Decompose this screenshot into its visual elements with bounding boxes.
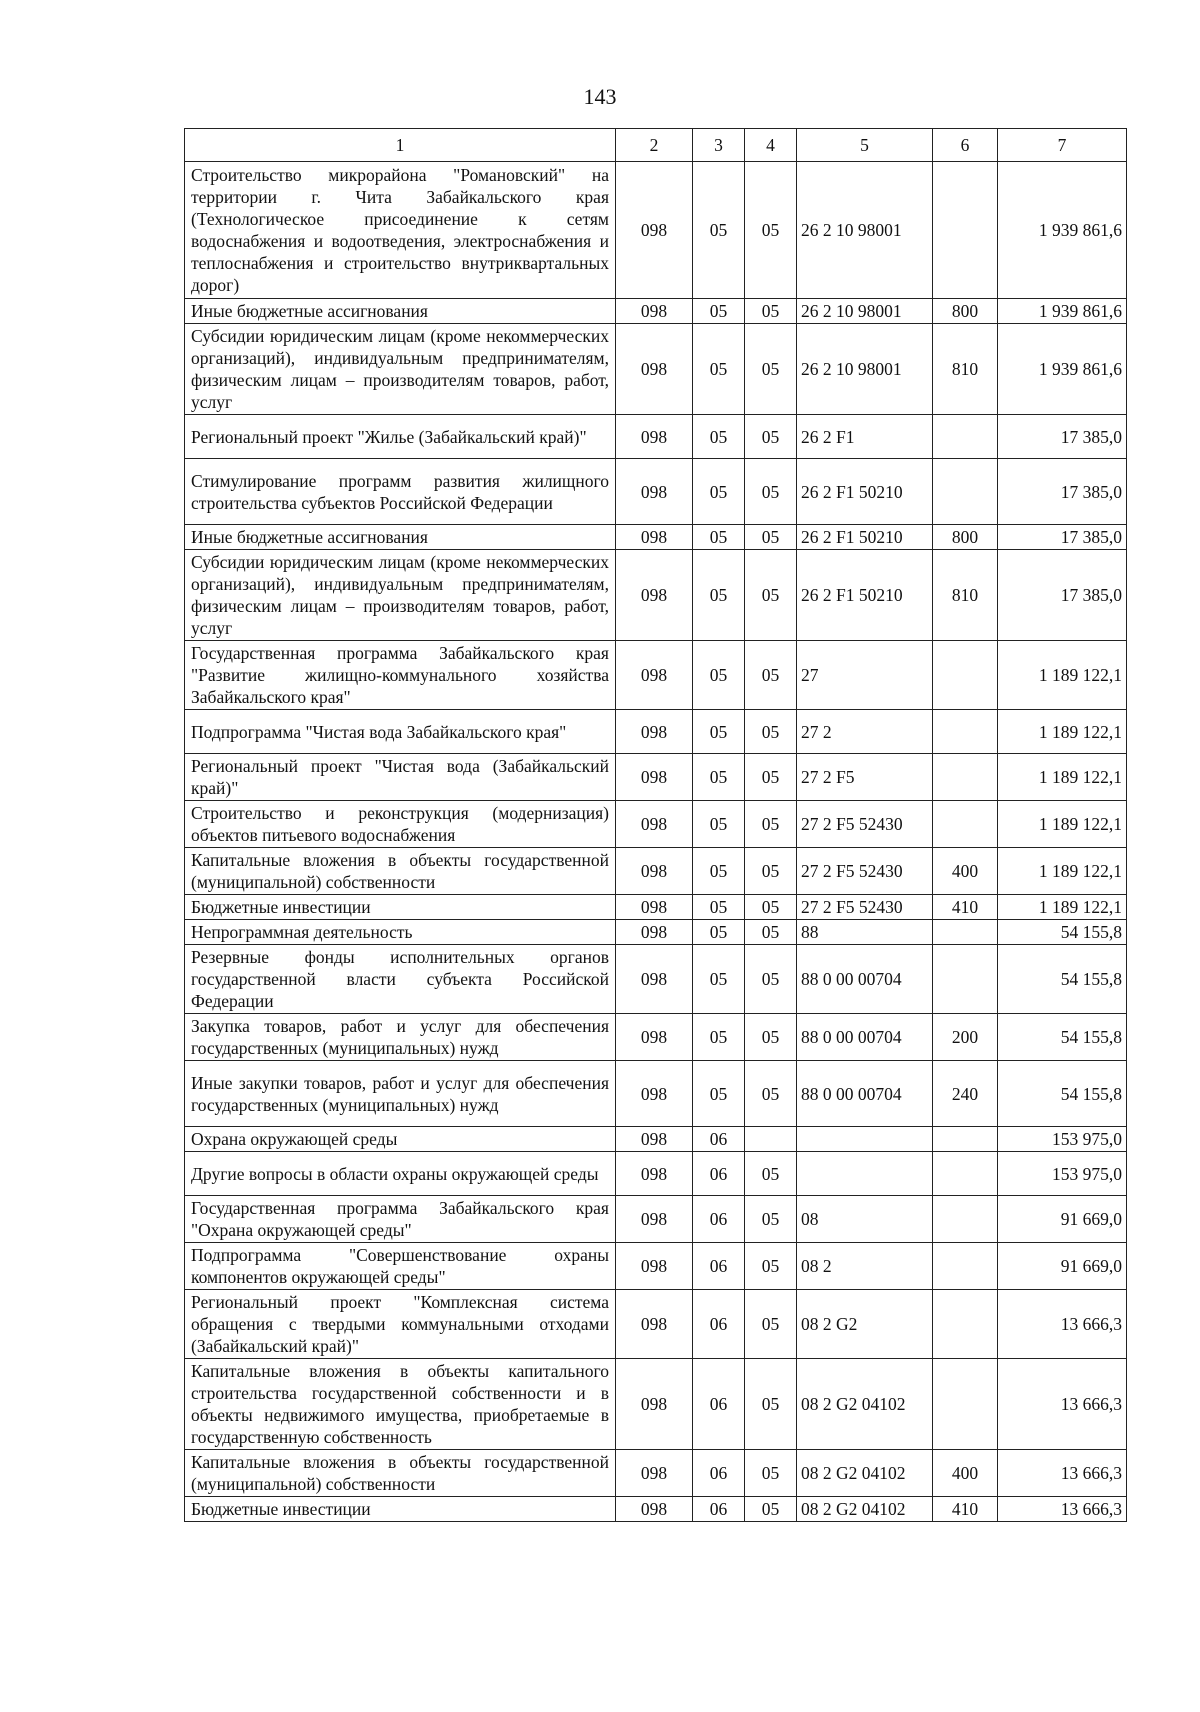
table-row: [185, 945, 1127, 1014]
row-subsection-cell: 05: [745, 415, 797, 459]
row-amount-cell: 1 189 122,1: [998, 801, 1127, 848]
row-name-cell: Региональный проект "Комплексная система обращения с твердыми коммунальными отходами (Забайкальский край)": [185, 1290, 616, 1359]
row-chapter-cell: 098: [616, 1290, 693, 1359]
row-chapter-cell: 098: [616, 895, 693, 920]
row-amount-cell: 17 385,0: [998, 459, 1127, 525]
table-row: [185, 299, 1127, 324]
row-subsection-cell: [745, 1127, 797, 1152]
row-expense-type-cell: [933, 1127, 998, 1152]
row-amount-cell: 91 669,0: [998, 1196, 1127, 1243]
budget-table: [184, 128, 1127, 1522]
row-subsection-cell: 05: [745, 1359, 797, 1450]
table-row: [185, 801, 1127, 848]
row-name-cell: Стимулирование программ развития жилищного строительства субъектов Российской Федерации: [185, 459, 616, 525]
row-amount-cell: 1 939 861,6: [998, 162, 1127, 299]
row-chapter-cell: 098: [616, 525, 693, 550]
row-chapter-cell: 098: [616, 641, 693, 710]
row-section-cell: 05: [693, 299, 745, 324]
row-section-cell: 06: [693, 1196, 745, 1243]
row-subsection-cell: 05: [745, 1497, 797, 1522]
row-expense-type-cell: [933, 754, 998, 801]
row-section-cell: 05: [693, 1014, 745, 1061]
row-expense-type-cell: 410: [933, 895, 998, 920]
row-amount-cell: 54 155,8: [998, 920, 1127, 945]
table-row: [185, 1243, 1127, 1290]
row-section-cell: 05: [693, 162, 745, 299]
row-amount-cell: 1 189 122,1: [998, 754, 1127, 801]
table-row: [185, 1497, 1127, 1522]
row-name-cell: Региональный проект "Чистая вода (Забайкальский край)": [185, 754, 616, 801]
row-subsection-cell: 05: [745, 1014, 797, 1061]
row-name-cell: Иные бюджетные ассигнования: [185, 525, 616, 550]
row-chapter-cell: 098: [616, 1152, 693, 1196]
table-row: [185, 1014, 1127, 1061]
page-number: 143: [583, 84, 617, 109]
row-chapter-cell: 098: [616, 415, 693, 459]
row-expense-type-cell: [933, 162, 998, 299]
row-expense-type-cell: [933, 945, 998, 1014]
table-row: [185, 1061, 1127, 1127]
row-amount-cell: 13 666,3: [998, 1359, 1127, 1450]
header-cell-2: 2: [616, 129, 693, 162]
row-name-cell: Государственная программа Забайкальского края "Охрана окружающей среды": [185, 1196, 616, 1243]
row-name-cell: Капитальные вложения в объекты капитального строительства государственной собственности и в объекты недвижимого имущества, приобретаемые в государственную собственность: [185, 1359, 616, 1450]
row-target-code-cell: 26 2 10 98001: [797, 324, 933, 415]
row-section-cell: 05: [693, 801, 745, 848]
row-section-cell: 05: [693, 1061, 745, 1127]
row-section-cell: 06: [693, 1152, 745, 1196]
row-name-cell: Бюджетные инвестиции: [185, 895, 616, 920]
row-amount-cell: 1 189 122,1: [998, 848, 1127, 895]
row-subsection-cell: 05: [745, 299, 797, 324]
row-name-cell: Капитальные вложения в объекты государственной (муниципальной) собственности: [185, 848, 616, 895]
row-target-code-cell: 26 2 F1 50210: [797, 459, 933, 525]
row-name-cell: Резервные фонды исполнительных органов государственной власти субъекта Российской Федерации: [185, 945, 616, 1014]
row-name-cell: Непрограммная деятельность: [185, 920, 616, 945]
row-expense-type-cell: 810: [933, 324, 998, 415]
row-target-code-cell: 08 2 G2 04102: [797, 1450, 933, 1497]
table-row: [185, 1196, 1127, 1243]
row-target-code-cell: [797, 1127, 933, 1152]
row-name-cell: Бюджетные инвестиции: [185, 1497, 616, 1522]
row-name-cell: Охрана окружающей среды: [185, 1127, 616, 1152]
row-section-cell: 05: [693, 641, 745, 710]
table-row: [185, 895, 1127, 920]
table-row: [185, 1290, 1127, 1359]
row-target-code-cell: 88 0 00 00704: [797, 1014, 933, 1061]
row-chapter-cell: 098: [616, 162, 693, 299]
row-target-code-cell: 08 2 G2 04102: [797, 1497, 933, 1522]
table-row: [185, 324, 1127, 415]
table-row: [185, 754, 1127, 801]
row-amount-cell: 17 385,0: [998, 550, 1127, 641]
row-chapter-cell: 098: [616, 299, 693, 324]
row-target-code-cell: 27: [797, 641, 933, 710]
row-amount-cell: 13 666,3: [998, 1290, 1127, 1359]
row-name-cell: Субсидии юридическим лицам (кроме некоммерческих организаций), индивидуальным предпринимателям, физическим лицам – производителям товаров, работ, услуг: [185, 550, 616, 641]
row-section-cell: 05: [693, 710, 745, 754]
row-section-cell: 06: [693, 1497, 745, 1522]
header-row: [185, 129, 1127, 162]
row-amount-cell: 1 939 861,6: [998, 299, 1127, 324]
row-subsection-cell: 05: [745, 754, 797, 801]
table-row: [185, 459, 1127, 525]
row-amount-cell: 13 666,3: [998, 1450, 1127, 1497]
header-cell-6: 6: [933, 129, 998, 162]
row-expense-type-cell: 400: [933, 848, 998, 895]
row-chapter-cell: 098: [616, 1061, 693, 1127]
table-row: [185, 848, 1127, 895]
row-chapter-cell: 098: [616, 801, 693, 848]
table-row: [185, 415, 1127, 459]
row-expense-type-cell: 240: [933, 1061, 998, 1127]
table-row: [185, 1152, 1127, 1196]
row-chapter-cell: 098: [616, 1450, 693, 1497]
row-section-cell: 05: [693, 754, 745, 801]
row-name-cell: Строительство и реконструкция (модернизация) объектов питьевого водоснабжения: [185, 801, 616, 848]
row-expense-type-cell: 800: [933, 525, 998, 550]
row-expense-type-cell: [933, 1196, 998, 1243]
row-section-cell: 06: [693, 1127, 745, 1152]
row-target-code-cell: 88 0 00 00704: [797, 1061, 933, 1127]
table-row: [185, 1450, 1127, 1497]
row-expense-type-cell: [933, 920, 998, 945]
row-amount-cell: 54 155,8: [998, 945, 1127, 1014]
row-section-cell: 05: [693, 945, 745, 1014]
row-target-code-cell: 27 2 F5: [797, 754, 933, 801]
row-expense-type-cell: 800: [933, 299, 998, 324]
row-target-code-cell: 26 2 10 98001: [797, 162, 933, 299]
row-chapter-cell: 098: [616, 1014, 693, 1061]
header-cell-1: 1: [185, 129, 616, 162]
row-subsection-cell: 05: [745, 324, 797, 415]
row-target-code-cell: 26 2 F1 50210: [797, 525, 933, 550]
row-amount-cell: 1 189 122,1: [998, 641, 1127, 710]
row-subsection-cell: 05: [745, 459, 797, 525]
row-section-cell: 05: [693, 459, 745, 525]
row-chapter-cell: 098: [616, 459, 693, 525]
row-target-code-cell: 27 2 F5 52430: [797, 895, 933, 920]
row-subsection-cell: 05: [745, 1290, 797, 1359]
row-section-cell: 05: [693, 525, 745, 550]
row-subsection-cell: 05: [745, 710, 797, 754]
row-name-cell: Иные бюджетные ассигнования: [185, 299, 616, 324]
row-amount-cell: 1 189 122,1: [998, 895, 1127, 920]
row-target-code-cell: 27 2 F5 52430: [797, 801, 933, 848]
row-subsection-cell: 05: [745, 1450, 797, 1497]
row-amount-cell: 54 155,8: [998, 1061, 1127, 1127]
row-subsection-cell: 05: [745, 1196, 797, 1243]
row-chapter-cell: 098: [616, 1497, 693, 1522]
row-target-code-cell: [797, 1152, 933, 1196]
row-chapter-cell: 098: [616, 550, 693, 641]
row-section-cell: 06: [693, 1290, 745, 1359]
row-target-code-cell: 26 2 10 98001: [797, 299, 933, 324]
row-expense-type-cell: 200: [933, 1014, 998, 1061]
row-subsection-cell: 05: [745, 945, 797, 1014]
row-target-code-cell: 26 2 F1 50210: [797, 550, 933, 641]
row-section-cell: 05: [693, 848, 745, 895]
row-chapter-cell: 098: [616, 1243, 693, 1290]
row-chapter-cell: 098: [616, 710, 693, 754]
row-target-code-cell: 08 2: [797, 1243, 933, 1290]
row-section-cell: 06: [693, 1359, 745, 1450]
row-expense-type-cell: 400: [933, 1450, 998, 1497]
row-expense-type-cell: [933, 641, 998, 710]
row-subsection-cell: 05: [745, 920, 797, 945]
row-section-cell: 05: [693, 920, 745, 945]
table-row: [185, 710, 1127, 754]
row-subsection-cell: 05: [745, 848, 797, 895]
row-chapter-cell: 098: [616, 324, 693, 415]
row-target-code-cell: 27 2: [797, 710, 933, 754]
row-name-cell: Подпрограмма "Совершенствование охраны компонентов окружающей среды": [185, 1243, 616, 1290]
row-amount-cell: 1 939 861,6: [998, 324, 1127, 415]
row-chapter-cell: 098: [616, 1127, 693, 1152]
row-section-cell: 06: [693, 1450, 745, 1497]
row-expense-type-cell: 810: [933, 550, 998, 641]
row-target-code-cell: 88 0 00 00704: [797, 945, 933, 1014]
row-subsection-cell: 05: [745, 1243, 797, 1290]
row-expense-type-cell: [933, 710, 998, 754]
row-expense-type-cell: [933, 1359, 998, 1450]
row-name-cell: Субсидии юридическим лицам (кроме некоммерческих организаций), индивидуальным предпринимателям, физическим лицам – производителям товаров, работ, услуг: [185, 324, 616, 415]
table-row: [185, 550, 1127, 641]
row-subsection-cell: 05: [745, 895, 797, 920]
row-target-code-cell: 27 2 F5 52430: [797, 848, 933, 895]
row-amount-cell: 54 155,8: [998, 1014, 1127, 1061]
row-chapter-cell: 098: [616, 945, 693, 1014]
header-cell-5: 5: [797, 129, 933, 162]
table-row: [185, 162, 1127, 299]
row-expense-type-cell: [933, 1290, 998, 1359]
row-chapter-cell: 098: [616, 1196, 693, 1243]
table-row: [185, 525, 1127, 550]
row-chapter-cell: 098: [616, 1359, 693, 1450]
row-amount-cell: 17 385,0: [998, 415, 1127, 459]
row-subsection-cell: 05: [745, 162, 797, 299]
row-target-code-cell: 08 2 G2 04102: [797, 1359, 933, 1450]
row-name-cell: Государственная программа Забайкальского края "Развитие жилищно-коммунального хозяйства Забайкальского края": [185, 641, 616, 710]
row-subsection-cell: 05: [745, 1152, 797, 1196]
row-expense-type-cell: [933, 415, 998, 459]
header-cell-4: 4: [745, 129, 797, 162]
row-section-cell: 05: [693, 895, 745, 920]
row-name-cell: Региональный проект "Жилье (Забайкальский край)": [185, 415, 616, 459]
row-expense-type-cell: [933, 1243, 998, 1290]
row-subsection-cell: 05: [745, 525, 797, 550]
row-expense-type-cell: [933, 801, 998, 848]
row-name-cell: Закупка товаров, работ и услуг для обеспечения государственных (муниципальных) нужд: [185, 1014, 616, 1061]
row-section-cell: 05: [693, 550, 745, 641]
row-amount-cell: 1 189 122,1: [998, 710, 1127, 754]
row-section-cell: 06: [693, 1243, 745, 1290]
row-amount-cell: 91 669,0: [998, 1243, 1127, 1290]
row-chapter-cell: 098: [616, 920, 693, 945]
row-name-cell: Подпрограмма "Чистая вода Забайкальского края": [185, 710, 616, 754]
row-section-cell: 05: [693, 324, 745, 415]
table-row: [185, 1127, 1127, 1152]
row-amount-cell: 17 385,0: [998, 525, 1127, 550]
table-row: [185, 641, 1127, 710]
row-target-code-cell: 08 2 G2: [797, 1290, 933, 1359]
row-name-cell: Капитальные вложения в объекты государственной (муниципальной) собственности: [185, 1450, 616, 1497]
row-target-code-cell: 08: [797, 1196, 933, 1243]
row-chapter-cell: 098: [616, 848, 693, 895]
row-expense-type-cell: [933, 459, 998, 525]
row-subsection-cell: 05: [745, 1061, 797, 1127]
row-subsection-cell: 05: [745, 550, 797, 641]
row-expense-type-cell: [933, 1152, 998, 1196]
row-name-cell: Другие вопросы в области охраны окружающей среды: [185, 1152, 616, 1196]
row-target-code-cell: 88: [797, 920, 933, 945]
row-subsection-cell: 05: [745, 641, 797, 710]
table-row: [185, 920, 1127, 945]
table-row: [185, 1359, 1127, 1450]
row-name-cell: Строительство микрорайона "Романовский" на территории г. Чита Забайкальского края (Технологическое присоединение к сетям водоснабжения и водоотведения, электроснабжения и теплоснабжения и строительство внутриквартальных дорог): [185, 162, 616, 299]
header-cell-3: 3: [693, 129, 745, 162]
row-amount-cell: 153 975,0: [998, 1127, 1127, 1152]
row-expense-type-cell: 410: [933, 1497, 998, 1522]
row-name-cell: Иные закупки товаров, работ и услуг для обеспечения государственных (муниципальных) нужд: [185, 1061, 616, 1127]
row-section-cell: 05: [693, 415, 745, 459]
table-body: [185, 162, 1127, 1522]
row-amount-cell: 13 666,3: [998, 1497, 1127, 1522]
row-subsection-cell: 05: [745, 801, 797, 848]
row-amount-cell: 153 975,0: [998, 1152, 1127, 1196]
header-cell-7: 7: [998, 129, 1127, 162]
row-chapter-cell: 098: [616, 754, 693, 801]
row-target-code-cell: 26 2 F1: [797, 415, 933, 459]
